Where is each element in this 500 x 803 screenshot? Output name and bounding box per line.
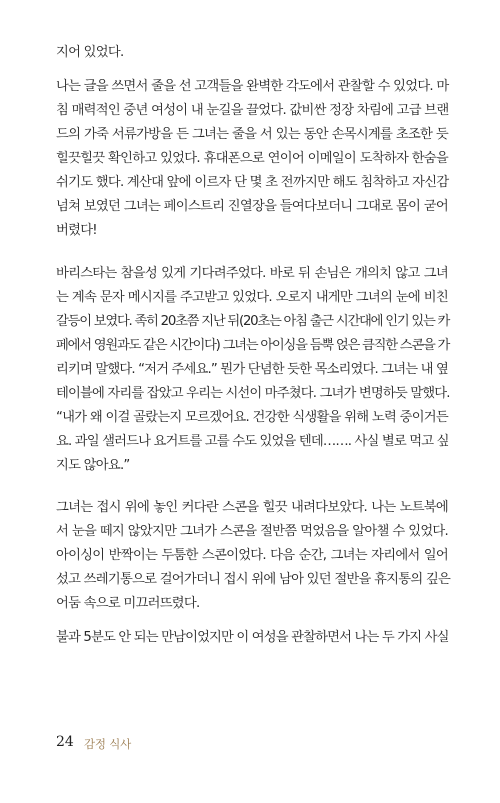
- text-line: 서 눈을 떼지 않았지만 그녀가 스콘을 절반쯤 먹었음을 알아챌 수 있었다.: [56, 524, 448, 539]
- page-number: 24: [56, 734, 74, 750]
- text-line: 는 계속 문자 메시지를 주고받고 있었다. 오로지 내게만 그녀의 눈에 비친: [56, 290, 448, 305]
- text-line: 버렸다!: [56, 223, 97, 238]
- text-line: 불과 5분도 안 되는 만남이었지만 이 여성을 관찰하면서 나는 두 가지 사실: [56, 630, 449, 645]
- text-line: 나는 글을 쓰면서 줄을 선 고객들을 완벽한 각도에서 관찰할 수 있었다. 마: [56, 79, 449, 94]
- text-line: 바리스타는 참을성 있게 기다려주었다. 바로 뒤 손님은 개의치 않고 그녀: [56, 266, 448, 281]
- text-line: 쉬기도 했다. 계산대 앞에 이르자 단 몇 초 전까지만 해도 침착하고 자신감: [56, 175, 449, 190]
- text-line: 페에서 영원과도 같은 시간이다) 그녀는 아이싱을 듬뿍 얹은 큼직한 스콘을 가: [56, 338, 450, 353]
- text-line: 드의 가죽 서류가방을 든 그녀는 줄을 서 있는 동안 손목시계를 초조한 듯: [56, 127, 448, 142]
- text-line: 아이싱이 반짝이는 두툼한 스콘이었다. 다음 순간, 그녀는 자리에서 일어: [56, 548, 448, 563]
- text-line: 그녀는 접시 위에 놓인 커다란 스콘을 힐끗 내려다보았다. 나는 노트북에: [56, 500, 448, 515]
- running-head: 감정 식사: [84, 737, 132, 751]
- text-line: 힐끗힐끗 확인하고 있었다. 휴대폰으로 연이어 이메일이 도착하자 한숨을: [56, 151, 448, 166]
- text-line: 리키며 말했다. “저거 주세요.” 뭔가 단념한 듯한 목소리였다. 그녀는 내 옆: [56, 362, 448, 377]
- text-line: 테이블에 자리를 잡았고 우리는 시선이 마주쳤다. 그녀가 변명하듯 말했다.: [56, 386, 450, 401]
- text-line: 갈등이 보였다. 족히 20초쯤 지난 뒤(20초는 아침 출근 시간대에 인기 있는 카: [56, 314, 450, 329]
- text-line: “내가 왜 이걸 골랐는지 모르겠어요. 건강한 식생활을 위해 노력 중이거든: [56, 410, 448, 425]
- text-line: 섰고 쓰레기통으로 걸어가더니 접시 위에 남아 있던 절반을 휴지통의 깊은: [56, 572, 451, 587]
- text-line: 지어 있었다.: [56, 45, 124, 60]
- text-line: 요. 과일 샐러드나 요거트를 고를 수도 있었을 텐데……. 사실 별로 먹고 싶: [56, 434, 449, 449]
- text-line: 지도 않아요.”: [56, 458, 130, 473]
- text-line: 침 매력적인 중년 여성이 내 눈길을 끌었다. 값비싼 정장 차림에 고급 브랜: [56, 103, 449, 118]
- text-line: 넘쳐 보였던 그녀는 페이스트리 진열장을 들여다보더니 그대로 몸이 굳어: [56, 199, 448, 214]
- text-line: 어둠 속으로 미끄러뜨렸다.: [56, 596, 200, 611]
